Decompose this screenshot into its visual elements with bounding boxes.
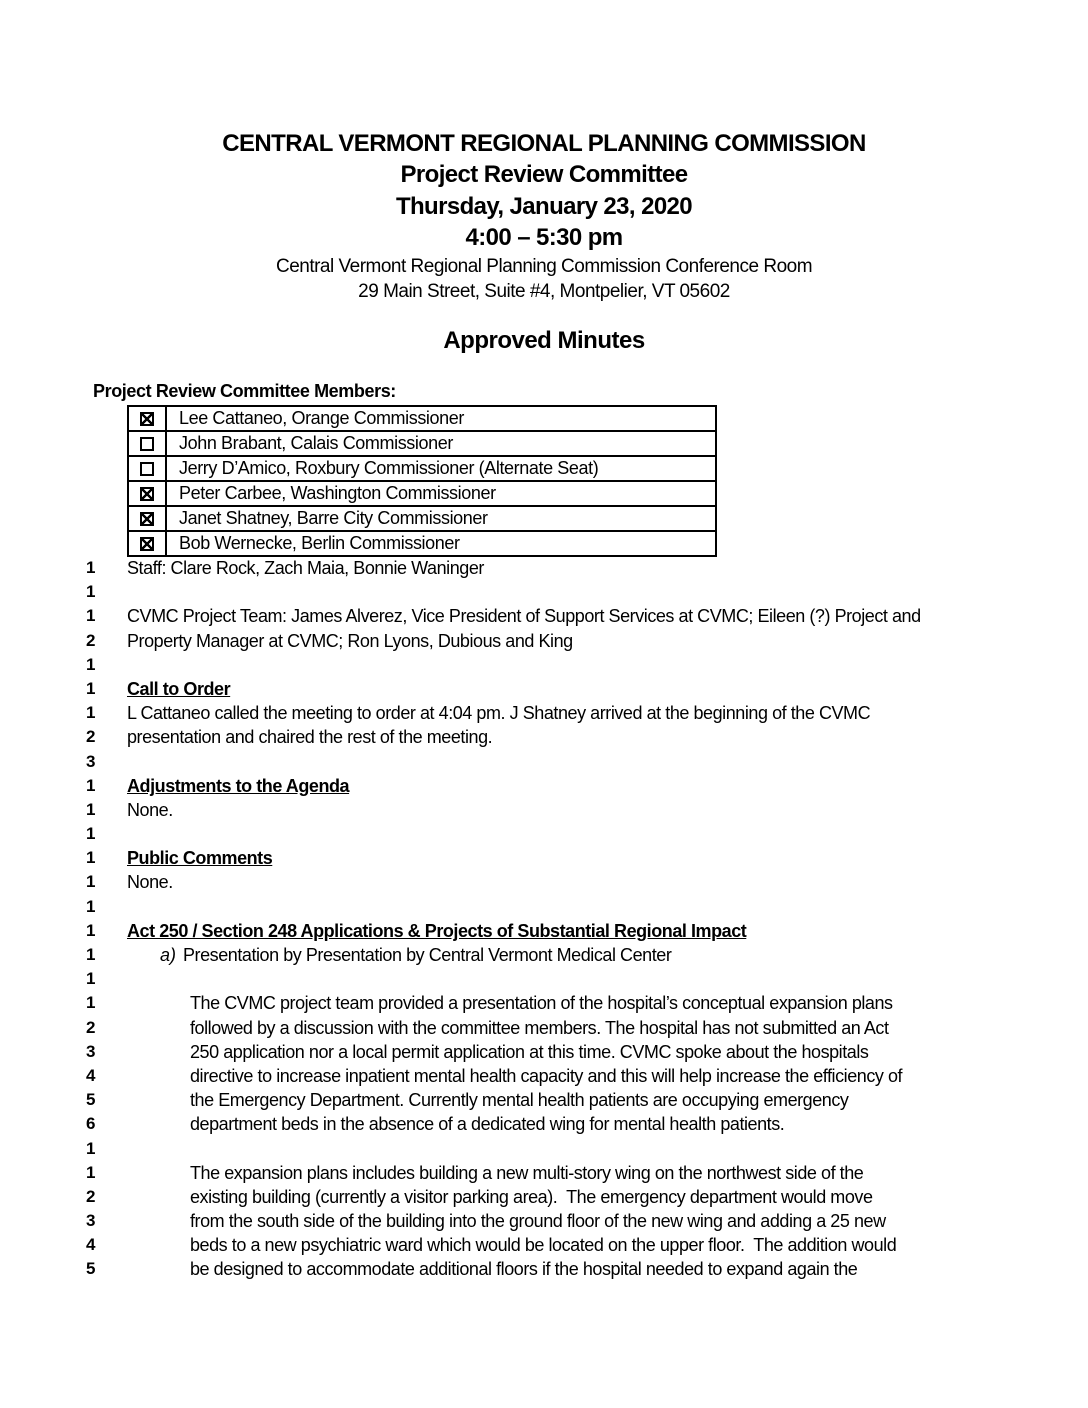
body-line bbox=[0, 701, 1088, 725]
line-number: 1 bbox=[86, 1162, 96, 1182]
doc-title: Approved Minutes bbox=[443, 326, 645, 354]
members-attendance-table bbox=[127, 405, 717, 557]
body-text: the Emergency Department. Currently mental health patients are occupying emergency bbox=[190, 1090, 849, 1111]
venue-line-2: 29 Main Street, Suite #4, Montpelier, VT 05602 bbox=[358, 280, 730, 302]
meeting-date: Thursday, January 23, 2020 bbox=[395, 192, 693, 220]
checkbox-unchecked-icon bbox=[128, 431, 166, 456]
org-title: CENTRAL VERMONT REGIONAL PLANNING COMMISSION bbox=[222, 130, 866, 157]
line-number: 1 bbox=[86, 654, 96, 674]
body-line bbox=[0, 846, 1088, 870]
body-line bbox=[0, 1016, 1088, 1040]
member-row bbox=[128, 531, 716, 556]
line-number: 1 bbox=[86, 896, 96, 916]
line-number: 1 bbox=[86, 824, 96, 844]
body-line bbox=[0, 1040, 1088, 1064]
body-line bbox=[0, 822, 1088, 846]
body-line bbox=[0, 967, 1088, 991]
body-line bbox=[0, 750, 1088, 774]
committee-title: Project Review Committee bbox=[400, 161, 688, 189]
list-marker: a) bbox=[160, 945, 177, 965]
checkbox-checked-icon bbox=[128, 406, 166, 431]
line-number: 1 bbox=[86, 558, 96, 577]
body-text: 250 application nor a local permit application at this time. CVMC spoke about the hospitals bbox=[190, 1041, 869, 1062]
body-line bbox=[0, 895, 1088, 919]
body-text: The CVMC project team provided a presentation of the hospital’s conceptual expansion plans bbox=[190, 993, 893, 1014]
line-number: 1 bbox=[86, 872, 96, 892]
checkbox-checked-icon bbox=[128, 481, 166, 506]
section-heading: Adjustments to the Agenda bbox=[127, 775, 350, 796]
checked-box-glyph bbox=[140, 487, 154, 501]
line-number: 1 bbox=[86, 1138, 96, 1158]
body-line bbox=[0, 1185, 1088, 1209]
body-text: directive to increase inpatient mental health capacity and this will help increase the efficiency of bbox=[190, 1065, 903, 1086]
checkbox-checked-icon bbox=[128, 531, 166, 556]
body-line bbox=[0, 580, 1088, 604]
section-heading: Act 250 / Section 248 Applications & Projects of Substantial Regional Impact bbox=[127, 920, 747, 941]
body-text: followed by a discussion with the committee members. The hospital has not submitted an Act bbox=[190, 1017, 889, 1038]
body-line bbox=[0, 1112, 1088, 1136]
line-number: 5 bbox=[86, 1090, 96, 1110]
minutes-body bbox=[0, 556, 1088, 1282]
checked-box-glyph bbox=[140, 537, 154, 551]
body-text: CVMC Project Team: James Alverez, Vice President of Support Services at CVMC; Eileen (?) Project and bbox=[127, 606, 921, 627]
body-line bbox=[0, 677, 1088, 701]
line-number: 1 bbox=[86, 848, 96, 868]
body-line bbox=[0, 870, 1088, 894]
line-number: 3 bbox=[86, 1211, 96, 1231]
body-line bbox=[0, 919, 1088, 943]
body-line bbox=[0, 1257, 1088, 1281]
body-text: None. bbox=[127, 799, 173, 820]
member-name: Jerry D’Amico, Roxbury Commissioner (Alternate Seat) bbox=[166, 456, 716, 481]
body-line bbox=[0, 774, 1088, 798]
line-number: 3 bbox=[86, 751, 96, 771]
member-row bbox=[128, 506, 716, 531]
line-number: 1 bbox=[86, 969, 96, 989]
members-table-body bbox=[128, 406, 716, 556]
member-name: Bob Wernecke, Berlin Commissioner bbox=[166, 531, 716, 556]
body-text: be designed to accommodate additional floors if the hospital needed to expand again the bbox=[190, 1259, 858, 1280]
line-number: 2 bbox=[86, 1186, 96, 1206]
member-name: Lee Cattaneo, Orange Commissioner bbox=[166, 406, 716, 431]
member-row bbox=[128, 431, 716, 456]
members-heading: Project Review Committee Members: bbox=[93, 381, 396, 401]
checkbox-checked-icon bbox=[128, 506, 166, 531]
body-text: None. bbox=[127, 872, 173, 893]
body-text: beds to a new psychiatric ward which would be located on the upper floor. The addition would bbox=[190, 1235, 897, 1256]
line-number: 1 bbox=[86, 920, 96, 940]
body-text: presentation and chaired the rest of the meeting. bbox=[127, 727, 493, 748]
section-heading: Public Comments bbox=[127, 848, 273, 869]
line-number: 1 bbox=[86, 945, 96, 964]
body-line bbox=[0, 1137, 1088, 1161]
body-line bbox=[0, 1233, 1088, 1257]
member-name: Peter Carbee, Washington Commissioner bbox=[166, 481, 716, 506]
line-number: 5 bbox=[86, 1259, 96, 1279]
body-line bbox=[0, 653, 1088, 677]
line-number: 1 bbox=[86, 582, 96, 602]
member-row bbox=[128, 406, 716, 431]
line-number: 1 bbox=[86, 606, 96, 626]
line-number: 1 bbox=[86, 678, 96, 698]
checked-box-glyph bbox=[140, 512, 154, 526]
line-number: 6 bbox=[86, 1114, 96, 1134]
member-name: John Brabant, Calais Commissioner bbox=[166, 431, 716, 456]
body-text: existing building (currently a visitor parking area). The emergency department would move bbox=[190, 1186, 873, 1207]
body-line bbox=[0, 1064, 1088, 1088]
line-number: 4 bbox=[86, 1065, 96, 1085]
body-line bbox=[0, 629, 1088, 653]
line-number: 1 bbox=[86, 703, 96, 723]
body-text: department beds in the absence of a dedicated wing for mental health patients. bbox=[190, 1114, 785, 1135]
empty-box-glyph bbox=[140, 462, 154, 476]
body-text: Property Manager at CVMC; Ron Lyons, Dubious and King bbox=[127, 630, 573, 651]
line-number: 1 bbox=[86, 775, 96, 795]
line-number: 4 bbox=[86, 1235, 96, 1255]
body-line bbox=[0, 1161, 1088, 1185]
body-text: from the south side of the building into the ground floor of the new wing and adding a 25 new bbox=[190, 1211, 886, 1232]
venue-line-1: Central Vermont Regional Planning Commission Conference Room bbox=[275, 255, 813, 277]
body-line bbox=[0, 943, 1088, 967]
body-line bbox=[0, 604, 1088, 628]
body-line bbox=[0, 1209, 1088, 1233]
checked-box-glyph bbox=[140, 412, 154, 426]
line-number: 1 bbox=[86, 799, 96, 819]
body-text: The expansion plans includes building a new multi-story wing on the northwest side of the bbox=[190, 1162, 864, 1183]
line-number: 2 bbox=[86, 1017, 96, 1037]
body-line bbox=[0, 556, 1088, 580]
body-text: Staff: Clare Rock, Zach Maia, Bonnie Waninger bbox=[127, 558, 484, 578]
member-name: Janet Shatney, Barre City Commissioner bbox=[166, 506, 716, 531]
document-header bbox=[0, 128, 1088, 355]
meeting-time: 4:00 – 5:30 pm bbox=[465, 224, 623, 252]
section-heading: Call to Order bbox=[127, 678, 231, 699]
body-text: L Cattaneo called the meeting to order at 4:04 pm. J Shatney arrived at the beginning of the CVMC bbox=[127, 703, 871, 724]
line-number: 1 bbox=[86, 993, 96, 1013]
body-line bbox=[0, 991, 1088, 1015]
body-line bbox=[0, 725, 1088, 749]
body-line bbox=[0, 1088, 1088, 1112]
checkbox-unchecked-icon bbox=[128, 456, 166, 481]
member-row bbox=[128, 481, 716, 506]
line-number: 2 bbox=[86, 630, 96, 650]
line-number: 2 bbox=[86, 727, 96, 747]
member-row bbox=[128, 456, 716, 481]
body-line bbox=[0, 798, 1088, 822]
empty-box-glyph bbox=[140, 437, 154, 451]
line-number: 3 bbox=[86, 1041, 96, 1061]
body-text: Presentation by Presentation by Central Vermont Medical Center bbox=[183, 945, 672, 965]
